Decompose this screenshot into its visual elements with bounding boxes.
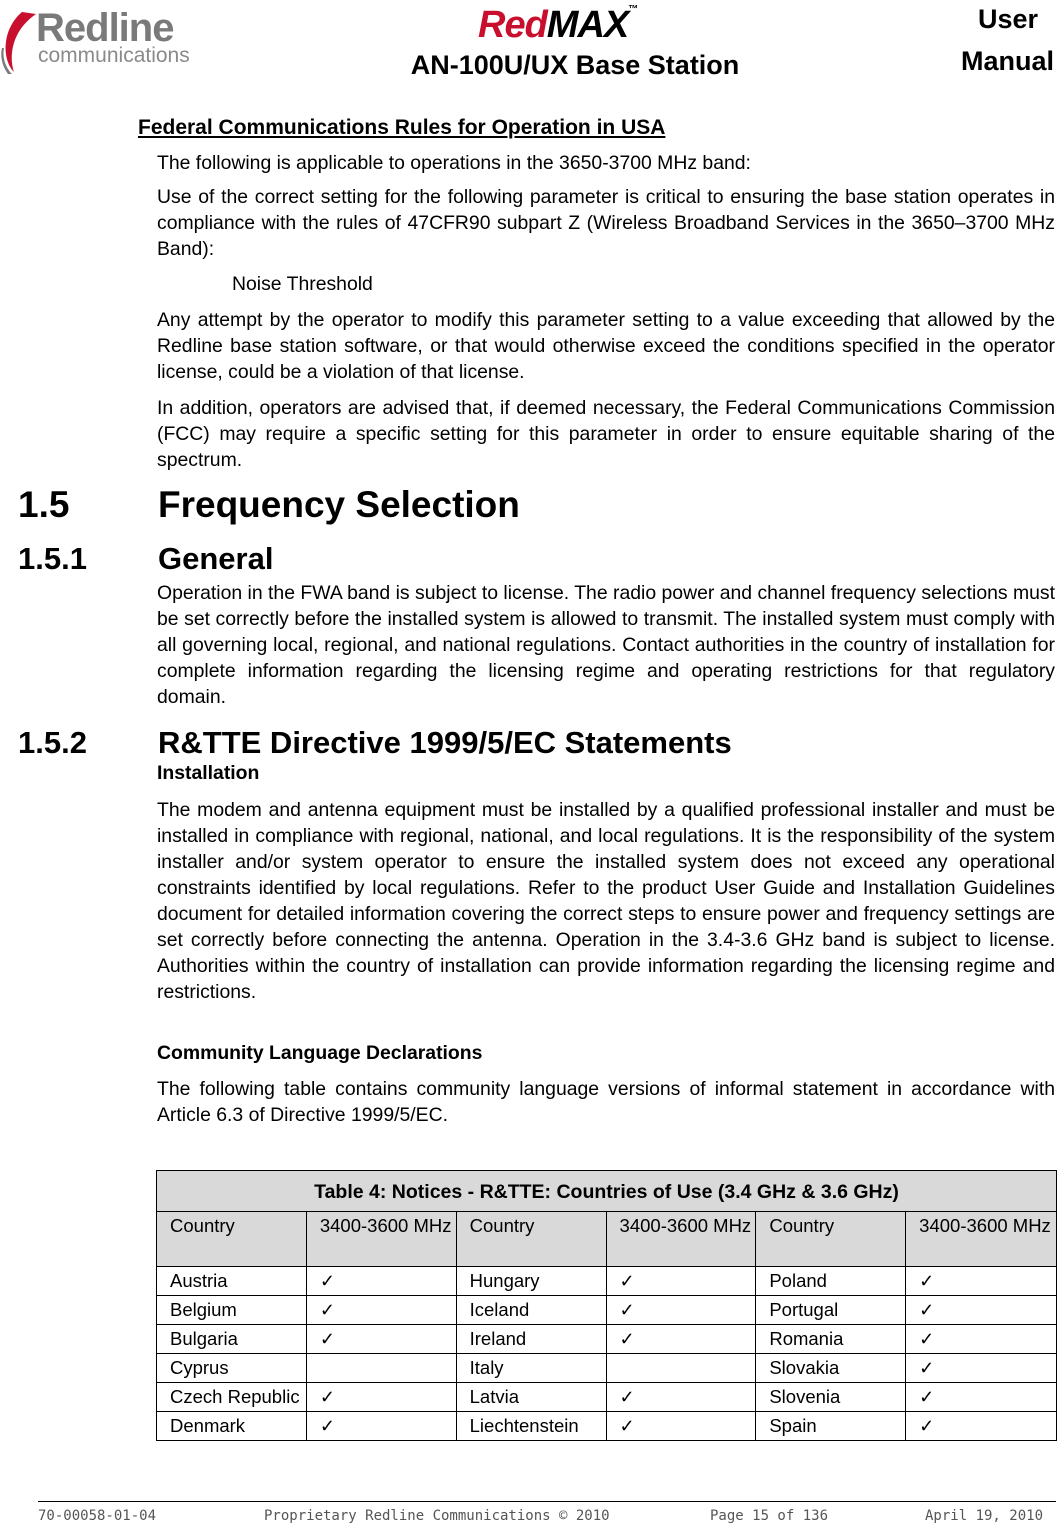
brand-black: MAX	[546, 4, 629, 46]
fcc-section-title: Federal Communications Rules for Operation in USA	[138, 116, 666, 139]
table-row	[157, 1325, 1057, 1354]
fcc-paragraph-4: In addition, operators are advised that, if deemed necessary, the Federal Communications Commission (FCC) may require a specific setting for this parameter in order to ensure equitable sharing of the spectrum.	[157, 397, 1055, 471]
checkmark-icon: ✓	[606, 1383, 756, 1412]
country-cell: Austria	[157, 1267, 307, 1296]
installation-paragraph: The modem and antenna equipment must be installed by a qualified professional installer and must be installed in compliance with regional, national, and local regulations. It is the responsibility of the system installer and/or system operator to ensure the installed system does not exceed any operational constraints identified by local regulations. Refer to the product User Guide and Installation Guidelines document for detailed information covering the correct steps to ensure power and frequency settings are set correctly before connecting the antenna. Operation in the 3.4-3.6 GHz band is subject to license. Authorities within the country of installation can provide information regarding the licensing regime and restrictions.	[157, 799, 1055, 1003]
country-cell: Portugal	[756, 1296, 906, 1325]
country-cell: Italy	[456, 1354, 606, 1383]
country-cell: Ireland	[456, 1325, 606, 1354]
checkmark-icon: ✓	[606, 1325, 756, 1354]
table-caption	[157, 1171, 1057, 1212]
country-cell: Poland	[756, 1267, 906, 1296]
footer-page-number: Page 15 of 136	[710, 1508, 829, 1524]
checkmark-icon: ✓	[906, 1412, 1057, 1441]
column-header: Country	[756, 1212, 906, 1267]
section-number: 1.5.2	[18, 725, 87, 760]
column-header: Country	[456, 1212, 606, 1267]
checkmark-icon: ✓	[906, 1325, 1057, 1354]
doc-type-line1: User	[977, 4, 1038, 34]
footer-doc-number: 70-00058-01-04	[38, 1508, 157, 1524]
brand-red: Red	[478, 4, 547, 46]
table-row	[157, 1412, 1057, 1441]
company-name: Redline	[36, 6, 174, 50]
checkmark-icon: ✓	[306, 1325, 456, 1354]
footer-divider	[38, 1501, 1056, 1502]
community-language-paragraph: The following table contains community language versions of informal statement in accordance with Article 6.3 of Directive 1999/5/EC.	[157, 1078, 1055, 1126]
column-header: Country	[157, 1212, 307, 1267]
fcc-paragraph-3: Any attempt by the operator to modify this parameter setting to a value exceeding that allowed by the Redline base station software, or that would otherwise exceed the conditions specified in the operator license, could be a violation of that license.	[157, 309, 1055, 383]
table-caption-title: Notices - R&TTE: Countries of Use (3.4 GHz & 3.6 GHz)	[391, 1181, 899, 1203]
fcc-paragraph-2: Use of the correct setting for the following parameter is critical to ensuring the base station operates in compliance with the rules of 47CFR90 subpart Z (Wireless Broadband Services in the 3650–3700 MHz Band):	[157, 186, 1055, 260]
country-cell: Liechtenstein	[456, 1412, 606, 1441]
checkmark-icon: ✓	[306, 1296, 456, 1325]
brand-trademark: ™	[628, 4, 638, 15]
section-number: 1.5	[18, 484, 70, 525]
table-caption-label: Table 4	[314, 1181, 380, 1203]
column-header: 3400-3600 MHz	[906, 1212, 1057, 1267]
section-heading-1-5-2	[18, 725, 732, 761]
table-header-row	[157, 1212, 1057, 1267]
country-cell: Denmark	[157, 1412, 307, 1441]
country-cell: Iceland	[456, 1296, 606, 1325]
country-cell: Hungary	[456, 1267, 606, 1296]
fcc-parameter-name: Noise Threshold	[232, 273, 373, 295]
country-cell: Slovenia	[756, 1383, 906, 1412]
country-cell: Czech Republic	[157, 1383, 307, 1412]
checkmark-icon: ✓	[306, 1267, 456, 1296]
redline-swoosh-icon	[0, 8, 40, 74]
country-cell: Cyprus	[157, 1354, 307, 1383]
countries-of-use-table	[156, 1170, 1057, 1441]
table-row	[157, 1296, 1057, 1325]
table-row	[157, 1354, 1057, 1383]
table-row	[157, 1383, 1057, 1412]
company-logo	[0, 2, 205, 74]
installation-heading: Installation	[157, 762, 260, 784]
column-header: 3400-3600 MHz	[306, 1212, 456, 1267]
checkmark-icon: ✓	[306, 1412, 456, 1441]
fcc-paragraph-1: The following is applicable to operations in the 3650-3700 MHz band:	[157, 152, 751, 174]
country-cell: Latvia	[456, 1383, 606, 1412]
checkmark-icon: ✓	[906, 1267, 1057, 1296]
redmax-logo	[478, 4, 637, 47]
checkmark-icon: ✓	[306, 1383, 456, 1412]
section-heading-1-5-1	[18, 541, 274, 577]
footer-copyright: Proprietary Redline Communications © 2010	[264, 1508, 610, 1524]
country-cell: Romania	[756, 1325, 906, 1354]
country-cell: Bulgaria	[157, 1325, 307, 1354]
table-row	[157, 1267, 1057, 1296]
column-header: 3400-3600 MHz	[606, 1212, 756, 1267]
empty-cell	[606, 1354, 756, 1383]
community-language-heading: Community Language Declarations	[157, 1042, 483, 1064]
checkmark-icon: ✓	[906, 1296, 1057, 1325]
product-name: AN-100U/UX Base Station	[410, 50, 740, 80]
section-title: R&TTE Directive 1999/5/EC Statements	[158, 725, 732, 760]
country-cell: Belgium	[157, 1296, 307, 1325]
general-paragraph: Operation in the FWA band is subject to license. The radio power and channel frequency selections must be set correctly before the installed system is allowed to transmit. The installed system must comply with all governing local, regional, and national regulations. Contact authorities in the country of installation for complete information regarding the licensing regime and operating restrictions for that regulatory domain.	[157, 582, 1055, 708]
country-cell: Spain	[756, 1412, 906, 1441]
footer-date: April 19, 2010	[925, 1508, 1044, 1524]
checkmark-icon: ✓	[906, 1354, 1057, 1383]
checkmark-icon: ✓	[906, 1383, 1057, 1412]
country-cell: Slovakia	[756, 1354, 906, 1383]
empty-cell	[306, 1354, 456, 1383]
section-number: 1.5.1	[18, 541, 87, 576]
company-subtitle: communications	[38, 44, 190, 67]
checkmark-icon: ✓	[606, 1296, 756, 1325]
checkmark-icon: ✓	[606, 1267, 756, 1296]
section-heading-1-5	[18, 484, 520, 526]
section-title: General	[158, 541, 274, 576]
table-caption-separator: :	[379, 1181, 392, 1203]
doc-type-line2: Manual	[960, 46, 1054, 76]
section-title: Frequency Selection	[158, 484, 520, 525]
checkmark-icon: ✓	[606, 1412, 756, 1441]
